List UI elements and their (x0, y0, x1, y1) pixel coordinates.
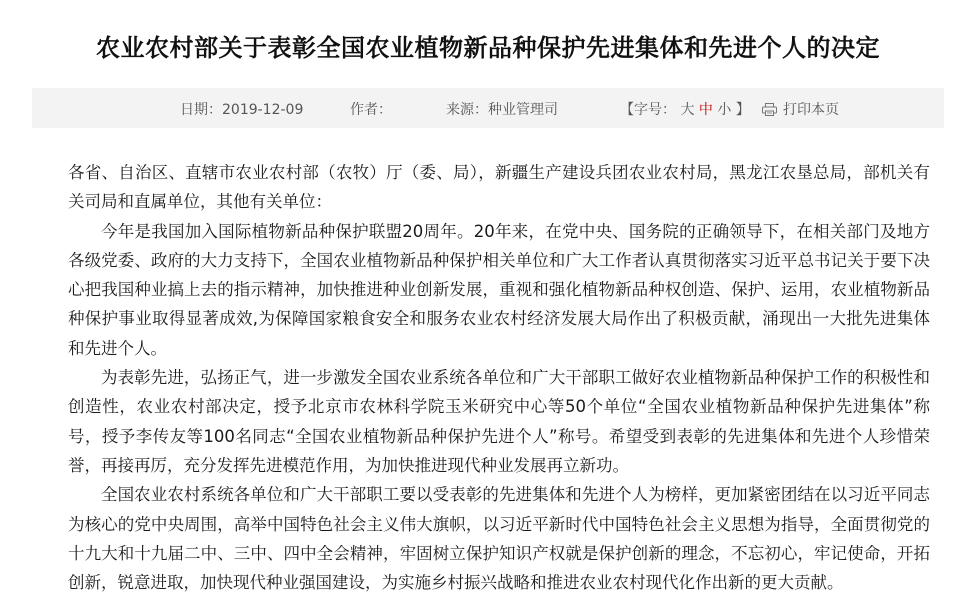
body-paragraph-1: 今年是我国加入国际植物新品种保护联盟20周年。20年来，在党中央、国务院的正确领导下，在相关部门及地方各级党委、政府的大力支持下，全国农业植物新品种保护相关单位和广大工作者认真贯彻落实习近平总书记关于要下决心把我国种业搞上去的指示精神，加快推进种业创新发展，重视和强化植物新品种权创造、保护、运用，农业植物新品种保护事业取得显著成效,为保障国家粮食安全和服务农业农村经济发展大局作出了积极贡献，涌现出一大批先进集体和先进个人。 (68, 221, 930, 358)
font-size-label-suffix: 】 (735, 102, 750, 118)
body-paragraph-2: 为表彰先进，弘扬正气，进一步激发全国农业系统各单位和广大干部职工做好农业植物新品种保护工作的积极性和创造性，农业农村部决定，授予北京市农林科学院玉米研究中心等50个单位“全国农业植物新品种保护先进集体”称号，授予李传友等100名同志“全国农业植物新品种保护先进个人”称号。希望受到表彰的先进集体和先进个人珍惜荣誉，再接再厉，充分发挥先进模范作用，为加快推进现代种业发展再立新功。 (68, 368, 930, 475)
article-meta-bar (32, 88, 944, 128)
font-size-large-link[interactable]: 大 (680, 102, 695, 118)
print-page-button[interactable] (762, 99, 839, 119)
printer-icon (762, 103, 777, 116)
body-paragraph-3: 全国农业农村系统各单位和广大干部职工要以受表彰的先进集体和先进个人为榜样，更加紧密团结在以习近平同志为核心的党中央周围，高举中国特色社会主义伟大旗帜，以习近平新时代中国特色社会主义思想为指导，全面贯彻党的十九大和十九届二中、三中、四中全会精神，牢固树立保护知识产权就是保护创新的理念，不忘初心，牢记使命，开拓创新，锐意进取，加快现代种业强国建设，为实施乡村振兴战略和推进农业农村现代化作出新的更大贡献。 (68, 485, 930, 593)
page-title: 农业农村部关于表彰全国农业植物新品种保护先进集体和先进个人的决定 (96, 34, 880, 62)
article-body (68, 158, 930, 597)
font-size-small-link[interactable]: 小 (717, 102, 732, 118)
publish-date: 日期：2019-12-09 (180, 102, 304, 118)
font-size-label-prefix: 【字号： (620, 102, 676, 118)
font-size-medium-link[interactable]: 中 (698, 102, 713, 118)
print-page-label: 打印本页 (783, 102, 839, 118)
salutation: 各省、自治区、直辖市农业农村部（农牧）厅（委、局），新疆生产建设兵团农业农村局，黑龙江农垦总局，部机关有关司局和直属单位，其他有关单位： (68, 163, 930, 212)
font-size-selector (620, 99, 750, 119)
author-label: 作者： (350, 102, 392, 118)
source-label: 来源：种业管理司 (446, 102, 558, 118)
